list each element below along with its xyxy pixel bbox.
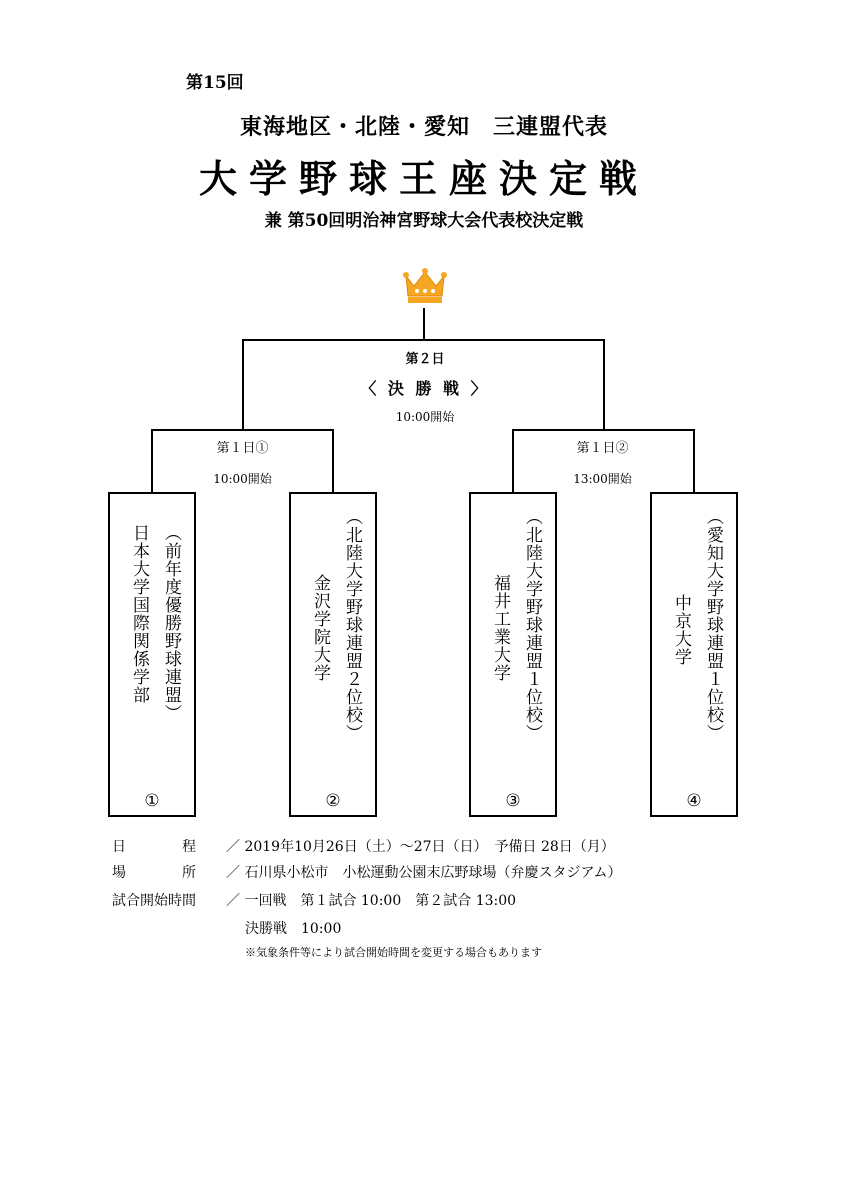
time-label: 試合開始時間 [112,893,196,909]
time-value: ／ 一回戦 第１試合 10:00 第２試合 13:00 [226,893,517,909]
edition-label: 第15回 [186,73,244,93]
team-league: （北陸大学野球連盟２位校） [342,508,362,742]
team-box-3 [469,492,557,817]
team-league: （愛知大学野球連盟１位校） [703,508,723,742]
semi-2-day: 第１日② [576,441,629,456]
team-name: 中京大学 [671,594,691,666]
place-value: ／ 石川県小松市 小松運動公園末広野球場（弁慶スタジアム） [226,865,622,881]
place-label: 場 所 [112,865,196,881]
team-box-2 [289,492,377,817]
page-title: 大学野球王座決定戦 [198,156,649,201]
seed-number: ③ [505,791,521,811]
team-league: （前年度優勝野球連盟） [161,524,181,722]
team-name: 日本大学国際関係学部 [129,524,149,704]
team-box-1 [108,492,196,817]
team-name: 金沢学院大学 [310,574,330,682]
seed-number: ④ [686,791,702,811]
date-label: 日 程 [112,839,196,855]
secondary-subtitle: 兼 第50回明治神宮野球大会代表校決定戦 [264,211,584,231]
date-value: ／ 2019年10月26日（土）～27日（日） 予備日 28日（月） [226,839,615,855]
final-name: 〈 決 勝 戦 〉 [360,379,490,398]
semi-2-time: 13:00開始 [573,472,632,486]
team-box-4 [650,492,738,817]
team-name: 福井工業大学 [490,574,510,682]
team-league: （北陸大学野球連盟１位校） [522,508,542,742]
seed-number: ② [325,791,341,811]
subtitle: 東海地区・北陸・愛知 三連盟代表 [239,114,608,140]
semi-1-day: 第１日① [216,441,269,456]
info-final-time: 決勝戦 10:00 [245,921,342,937]
info-note: ※気象条件等により試合開始時間を変更する場合もあります [245,946,542,959]
final-day: 第２日 [405,352,445,367]
semi-1-time: 10:00開始 [213,472,272,486]
final-time: 10:00開始 [395,410,455,424]
seed-number: ① [144,791,160,811]
